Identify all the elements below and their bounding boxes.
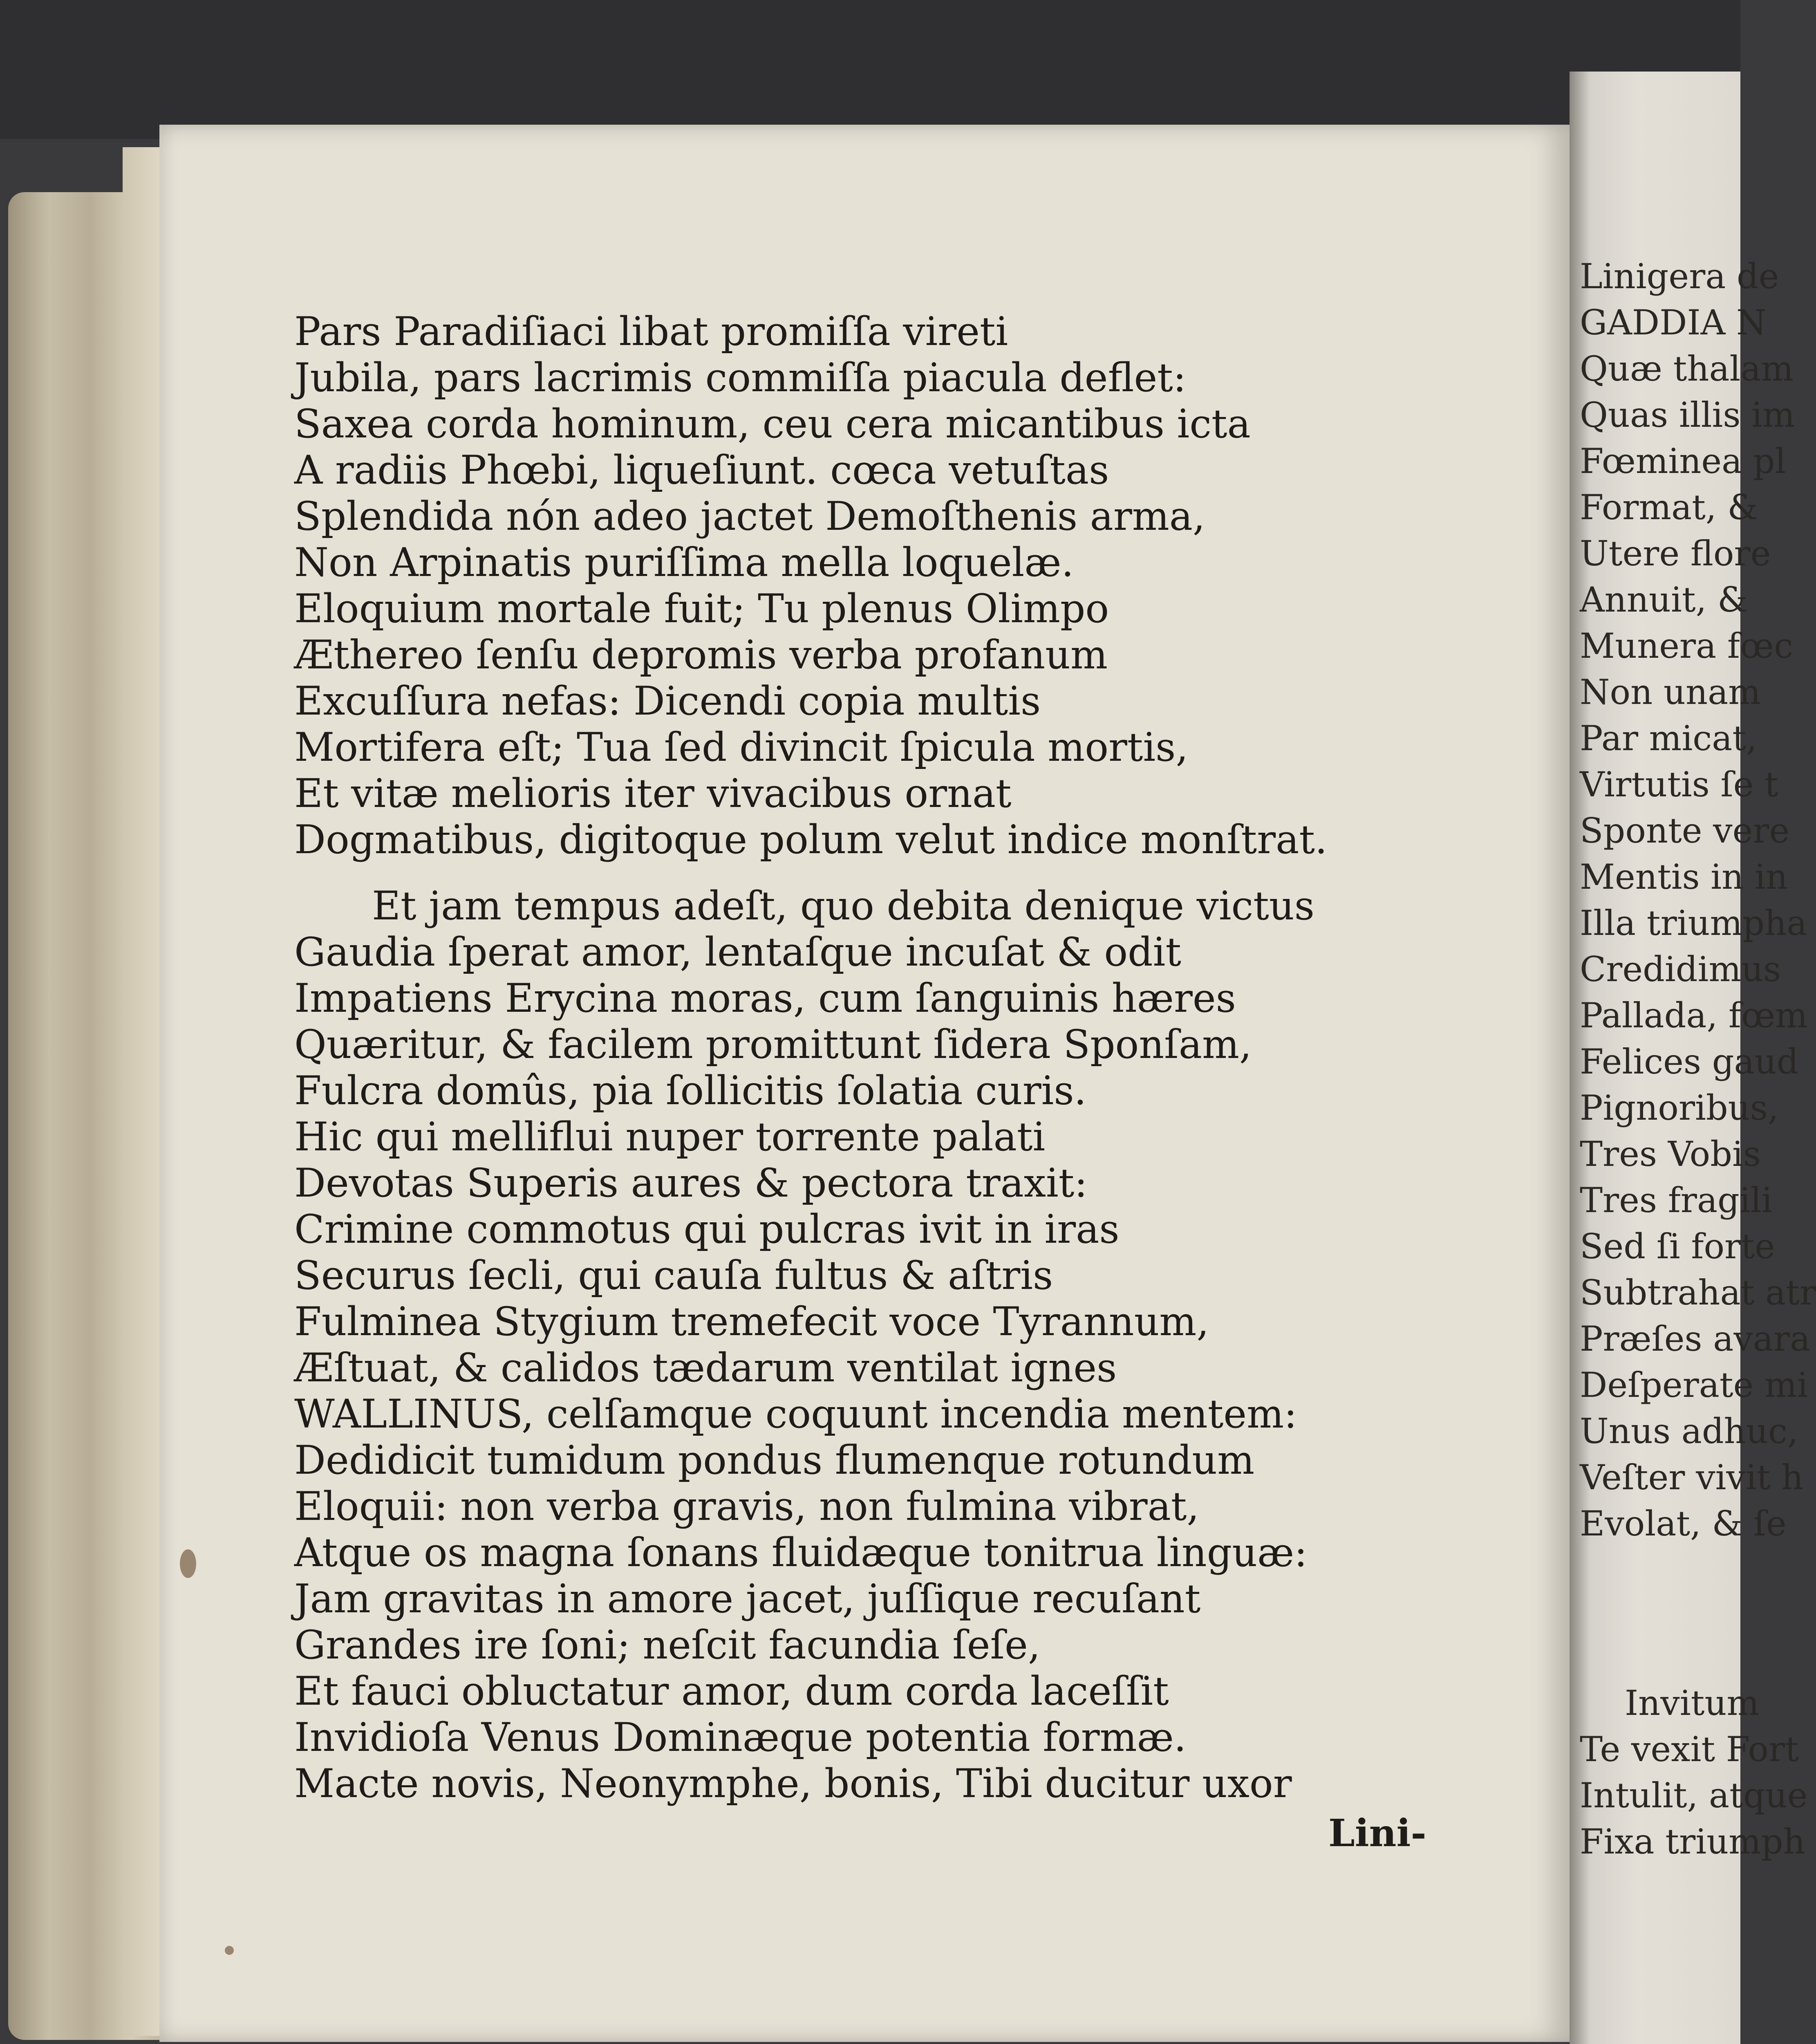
verse-line: Mortifera eſt; Tua ſed divincit ſpicula mortis, bbox=[294, 724, 1188, 770]
verse-line: Fulcra domûs, pia ſollicitis ſolatia curis. bbox=[294, 1068, 1087, 1114]
verse-line: WALLINUS, celſamque coquunt incendia mentem: bbox=[294, 1391, 1297, 1437]
background-top bbox=[0, 0, 1740, 139]
verse-line: Et fauci obluctatur amor, dum corda laceſſit bbox=[294, 1668, 1169, 1714]
verse-line: Format, & bbox=[1580, 487, 1758, 527]
verse-line: Hic qui melliflui nuper torrente palati bbox=[294, 1114, 1046, 1160]
verse-line: Excuſſura nefas: Dicendi copia multis bbox=[294, 678, 1041, 724]
right-page-text-1 bbox=[1580, 253, 1816, 1547]
ink-spot bbox=[180, 1549, 196, 1578]
verse-line: Felices gaud bbox=[1580, 1042, 1799, 1082]
verse-line: Quæ thalam bbox=[1580, 349, 1794, 389]
verse-line: Dedidicit tumidum pondus flumenque rotundum bbox=[294, 1437, 1255, 1483]
verse-line: Illa triumpha bbox=[1580, 903, 1807, 943]
verse-line: Crimine commotus qui pulcras ivit in iras bbox=[294, 1206, 1120, 1252]
verse-line: Tres fragili bbox=[1580, 1180, 1773, 1220]
verse-line: Splendida nón adeo jactet Demoſthenis arma, bbox=[294, 493, 1205, 539]
verse-line: Securus ſecli, qui cauſa fultus & aſtris bbox=[294, 1253, 1053, 1298]
verse-line: Quæritur, & facilem promittunt ſidera Sponſam, bbox=[294, 1022, 1252, 1067]
verse-line: Eloquium mortale fuit; Tu plenus Olimpo bbox=[294, 586, 1109, 632]
verse-line: Quas illis im bbox=[1580, 395, 1795, 435]
verse-line: Eloquii: non verba gravis, non fulmina vibrat, bbox=[294, 1484, 1199, 1529]
verse-line: Virtutis ſe t bbox=[1580, 764, 1778, 805]
verse-line: Fœminea pl bbox=[1580, 441, 1786, 481]
ink-spot bbox=[225, 1946, 234, 1955]
verse-line: Fulminea Stygium tremefecit voce Tyrannum, bbox=[294, 1299, 1209, 1345]
verse-line: Veſter vivit h bbox=[1580, 1457, 1804, 1497]
verse-line: Jam gravitas in amore jacet, juſſique recuſant bbox=[294, 1576, 1201, 1622]
verse-line: Invidioſa Venus Dominæque potentia formæ. bbox=[294, 1715, 1187, 1760]
verse-line: Et vitæ melioris iter vivacibus ornat bbox=[294, 771, 1012, 816]
verse-line: Præſes avara bbox=[1580, 1319, 1811, 1359]
verse-line: Linigera de bbox=[1580, 256, 1779, 296]
verse-stanza-2 bbox=[294, 883, 1463, 1807]
verse-line: Impatiens Erycina moras, cum ſanguinis hæres bbox=[294, 975, 1236, 1021]
verse-line: Par micat, bbox=[1580, 718, 1757, 758]
verse-line: Invitum bbox=[1625, 1683, 1760, 1723]
verse-line: Æthereo ſenſu depromis verba profanum bbox=[294, 632, 1108, 678]
verse-line: Te vexit Fort bbox=[1580, 1729, 1799, 1769]
verse-line: Pignoribus, bbox=[1580, 1088, 1779, 1128]
verse-line: Non unam bbox=[1580, 672, 1761, 712]
verse-line: GADDIA N bbox=[1580, 303, 1767, 343]
verse-line: Jubila, pars lacrimis commiſſa piacula deflet: bbox=[294, 355, 1187, 401]
verse-line: Sponte vere bbox=[1580, 811, 1790, 851]
verse-line: Unus adhuc, bbox=[1580, 1411, 1798, 1451]
catchword: Lini- bbox=[1328, 1811, 1426, 1855]
verse-line: Pallada, fœm bbox=[1580, 995, 1808, 1035]
verse-stanza-1 bbox=[294, 309, 1463, 863]
verse-line: A radiis Phœbi, liqueſiunt. cœca vetuſtas bbox=[294, 447, 1109, 493]
verse-line: Munera fœc bbox=[1580, 626, 1794, 666]
verse-line: Devotas Superis aures & pectora traxit: bbox=[294, 1160, 1088, 1206]
verse-line: Non Arpinatis puriſſima mella loquelæ. bbox=[294, 540, 1074, 585]
verse-line: Grandes ire ſoni; neſcit facundia ſeſe, bbox=[294, 1622, 1041, 1668]
right-page-text-2 bbox=[1580, 1680, 1808, 1865]
verse-line: Atque os magna ſonans fluidæque tonitrua linguæ: bbox=[294, 1530, 1308, 1576]
verse-line: Gaudia ſperat amor, lentaſque incuſat & odit bbox=[294, 929, 1181, 975]
verse-line: Subtrahat atr bbox=[1580, 1273, 1816, 1313]
verse-line: Fixa triumph bbox=[1580, 1822, 1805, 1862]
verse-line: Intulit, atque bbox=[1580, 1775, 1808, 1815]
verse-line: Annuit, & bbox=[1580, 580, 1748, 620]
verse-line: Pars Paradiſiaci libat promiſſa vireti bbox=[294, 309, 1008, 354]
verse-line: Credidimus bbox=[1580, 949, 1781, 989]
verse-line: Tres Vobis bbox=[1580, 1134, 1761, 1174]
verse-line: Saxea corda hominum, ceu cera micantibus icta bbox=[294, 401, 1251, 447]
verse-line: Mentis in in bbox=[1580, 857, 1788, 897]
verse-line: Æſtuat, & calidos tædarum ventilat ignes bbox=[294, 1345, 1117, 1391]
verse-line: Macte novis, Neonymphe, bonis, Tibi ducitur uxor bbox=[294, 1761, 1292, 1806]
verse-line: Dogmatibus, digitoque polum velut indice monſtrat. bbox=[294, 817, 1328, 863]
verse-line: Deſperate mi bbox=[1580, 1365, 1808, 1405]
verse-line: Sed ſi forte bbox=[1580, 1226, 1775, 1266]
verse-line: Evolat, & ſe bbox=[1580, 1504, 1787, 1544]
verse-line: Utere flore bbox=[1580, 533, 1771, 574]
verse-line: Et jam tempus adeſt, quo debita denique victus bbox=[372, 883, 1314, 929]
